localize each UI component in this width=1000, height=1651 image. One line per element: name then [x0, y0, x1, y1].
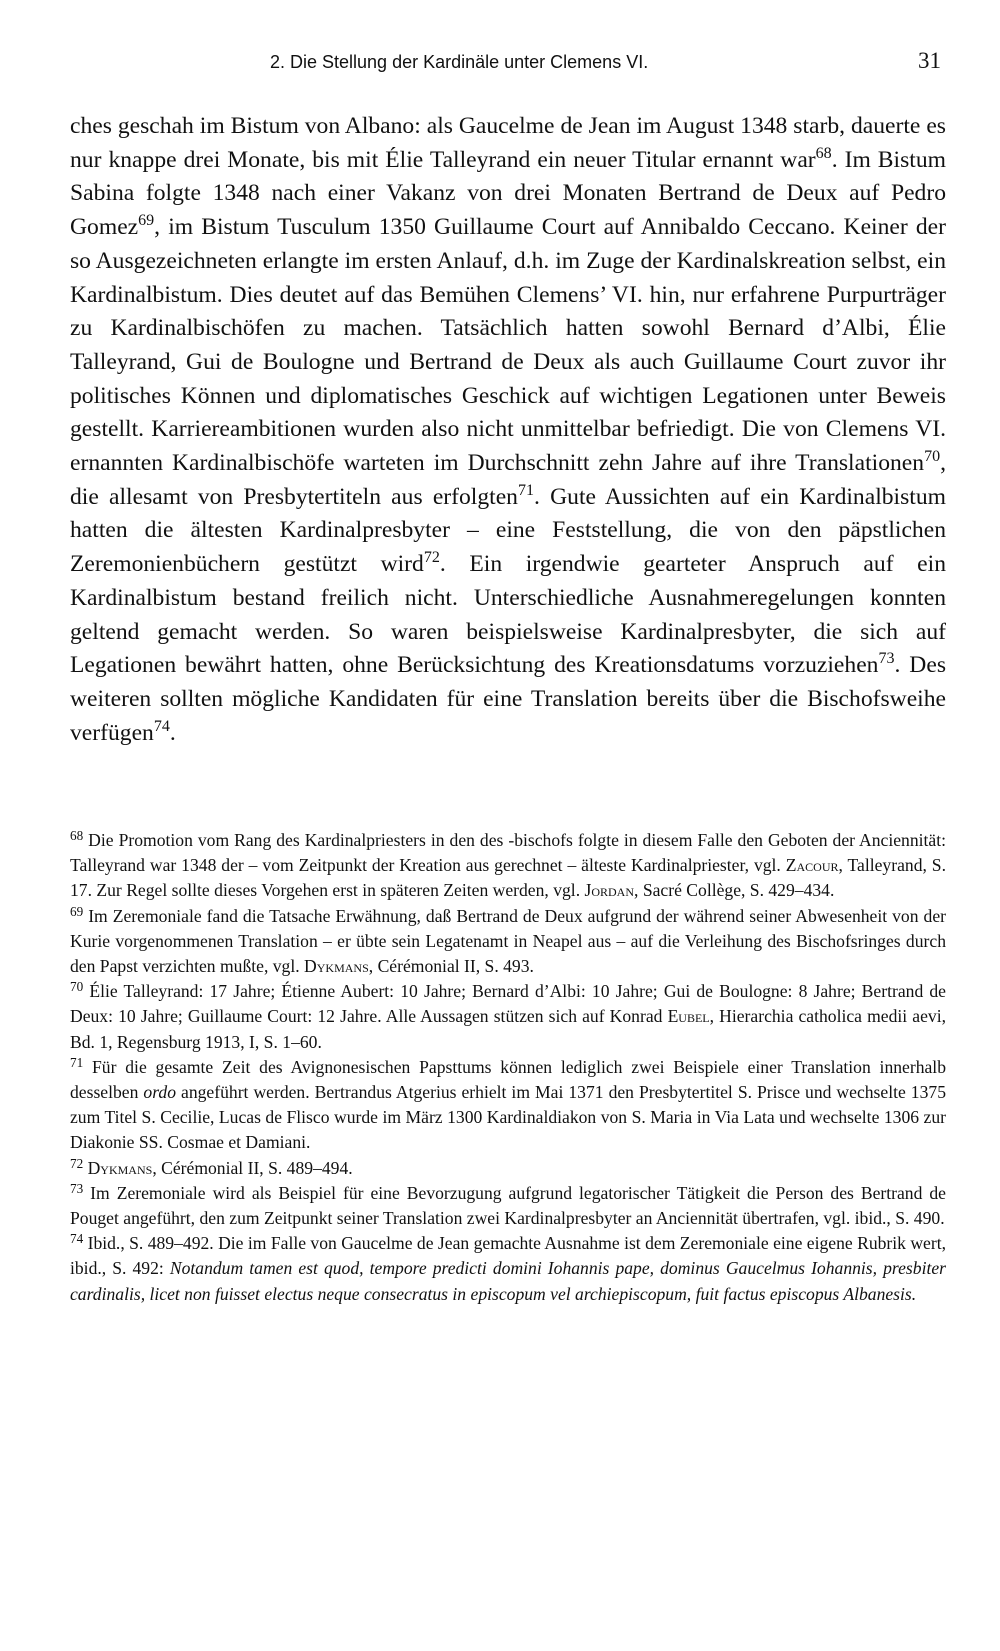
- footnote-ref-68: 68: [815, 144, 832, 162]
- text-span: . Im Bistum Sabina folgte 1348 nach einer Vakanz von drei Monaten Bertrand de Deux auf Pedro Gomez: [70, 146, 946, 241]
- footnote-ref-69: 69: [138, 212, 155, 230]
- footnote-68: [70, 828, 946, 904]
- author-name: Dykmans: [304, 956, 369, 977]
- author-name: Eubel: [667, 1006, 710, 1027]
- footnote-71: [70, 1055, 946, 1156]
- footnote-ref-74: 74: [153, 717, 170, 735]
- footnote-text: angeführt werden. Bertrandus Atgerius erhielt im Mai 1371 den Presbytertitel S. Prisce und wechselte 1375 zum Titel S. Cecilie, Lucas de Flisco wurde im März 1300 Kardinaldiakon von S. Maria in Via Lata und wechselte 1306 zur Diakonie SS. Cosmae et Damiani.: [70, 1082, 946, 1153]
- author-name: Zacour: [785, 855, 839, 876]
- running-head: [270, 48, 945, 78]
- footnote-text: Für die gesamte Zeit des Avignonesischen Papsttums können lediglich zwei Beispiele einer Translation innerhalb desselben: [70, 1056, 946, 1103]
- footnote-text: , Sacré Collège, S. 429–434.: [634, 880, 835, 901]
- author-name: Jordan: [584, 880, 635, 901]
- footnote-text: Im Zeremoniale fand die Tatsache Erwähnung, daß Bertrand de Deux aufgrund der während seiner Abwesenheit von der Kurie vorgenommenen Translation – er übte sein Legatenamt in Neapel aus – auf die Verleihung des Bischofsringes durch den Papst verzichten mußte, vgl.: [70, 905, 946, 977]
- footnote-text: , Cérémonial II, S. 493.: [368, 956, 534, 977]
- text-span: . Gute Aussichten auf ein Kardinalbistum hatten die ältesten Kardinalpresbyter – eine Feststellung, die von den päpstlichen Zeremonienbüchern gestützt wird: [70, 483, 946, 578]
- footnote-70: [70, 979, 946, 1055]
- text-span: .: [169, 719, 176, 746]
- footnote-number: 70: [70, 979, 84, 995]
- footnote-number: 71: [70, 1054, 84, 1070]
- footnote-text: , Hierarchia catholica medii aevi, Bd. 1, Regensburg 1913, I, S. 1–60.: [70, 1006, 946, 1052]
- text-span: ches geschah im Bistum von Albano: als Gaucelme de Jean im August 1348 starb, dauerte es nur knappe drei Monate, bis mit Élie Talleyrand ein neuer Titular ernannt war: [70, 113, 946, 173]
- footnote-ref-70: 70: [924, 448, 941, 466]
- footnote-text: Ibid., S. 489–492. Die im Falle von Gaucelme de Jean gemachte Ausnahme ist dem Zeremoniale eine eigene Rubrik wert, ibid., S. 492:: [70, 1233, 947, 1279]
- footnote-ref-73: 73: [878, 650, 895, 668]
- footnote-ref-72: 72: [423, 549, 440, 567]
- main-text: [70, 110, 946, 750]
- running-title: 2. Die Stellung der Kardinäle unter Clemens VI.: [270, 52, 649, 72]
- footnote-72: [70, 1156, 946, 1181]
- italic-term: ordo: [143, 1082, 177, 1103]
- footnote-74: [70, 1231, 946, 1307]
- latin-quotation: Notandum tamen est quod, tempore predicti domini Iohannis pape, dominus Gaucelmus Iohannis, presbiter cardinalis, licet non fuisset electus neque consecratus in episcopum vel archiepiscopum, fuit factus episcopus Albanesis.: [70, 1258, 946, 1304]
- footnote-number: 69: [70, 903, 84, 919]
- main-paragraph: [70, 110, 946, 750]
- footnote-text: Élie Talleyrand: 17 Jahre; Étienne Aubert: 10 Jahre; Bernard d’Albi: 10 Jahre; Gui de Boulogne: 8 Jahre; Bertrand de Deux: 10 Jahre; Guillaume Court: 12 Jahre. Alle Aussagen stützen sich auf Konrad: [70, 981, 946, 1027]
- footnote-number: 74: [70, 1231, 84, 1247]
- text-span: . Des weiteren sollten mögliche Kandidaten für eine Translation bereits über die Bischofsweihe verfügen: [70, 652, 946, 746]
- footnote-73: [70, 1181, 946, 1231]
- text-span: . Ein irgendwie gearteter Anspruch auf ein Kardinalbistum bestand freilich nicht. Unterschiedliche Ausnahmeregelungen konnten geltend gemacht werden. So waren beispielsweise Kardinalpresbyter, die sich auf Legationen bewährt hatten, ohne Berücksichtung des Kreationsdatums vorzuziehen: [70, 551, 946, 679]
- footnote-number: 68: [70, 828, 84, 844]
- footnote-text: , Talleyrand, S. 17. Zur Regel sollte dieses Vorgehen erst in späteren Zeiten werden, vgl.: [70, 855, 946, 901]
- text-span: , im Bistum Tusculum 1350 Guillaume Court auf Annibaldo Ceccano. Keiner der so Ausgezeichneten erlangte im ersten Anlauf, d.h. im Zuge der Kardinalskreation selbst, ein Kardinalbistum. Dies deutet auf das Bemühen Clemens’ VI. hin, nur erfahrene Purpurträger zu Kardinalbischöfen zu machen. Tatsächlich hatten sowohl Bernard d’Albi, Élie Talleyrand, Gui de Boulogne und Bertrand de Deux als auch Guillaume Court zuvor ihr politisches Können und diplomatisches Geschick auf wichtigen Legationen unter Beweis gestellt. Karriereambitionen wurden also nicht unmittelbar befriedigt. Die von Clemens VI. ernannten Kardinalbischöfe warteten im Durchschnitt zehn Jahre auf ihre Translationen: [70, 214, 946, 477]
- footnote-ref-71: 71: [517, 481, 535, 499]
- footnote-text: Im Zeremoniale wird als Beispiel für eine Bevorzugung aufgrund legatorischer Tätigkeit die Person des Bertrand de Pouget angeführt, den zum Zeitpunkt seiner Translation zwei Kardinalpresbyter an Anciennität übertrafen, vgl. ibid., S. 490.: [70, 1182, 946, 1229]
- footnote-number: 73: [70, 1180, 84, 1196]
- footnote-number: 72: [70, 1155, 84, 1171]
- footnote-69: [70, 904, 946, 980]
- author-name: Dykmans: [87, 1157, 153, 1178]
- footnotes: [70, 828, 946, 1307]
- footnote-text: , Cérémonial II, S. 489–494.: [152, 1157, 353, 1178]
- page-number: 31: [918, 48, 941, 73]
- footnote-text: Die Promotion vom Rang des Kardinalpriesters in den des -bischofs folgte in diesem Falle den Geboten der Anciennität: Talleyrand war 1348 der – vom Zeitpunkt der Kreation aus gerechnet – älteste Kardinalpriester, vgl.: [70, 830, 946, 876]
- text-span: , die allesamt von Presbytertiteln aus erfolgten: [70, 450, 946, 510]
